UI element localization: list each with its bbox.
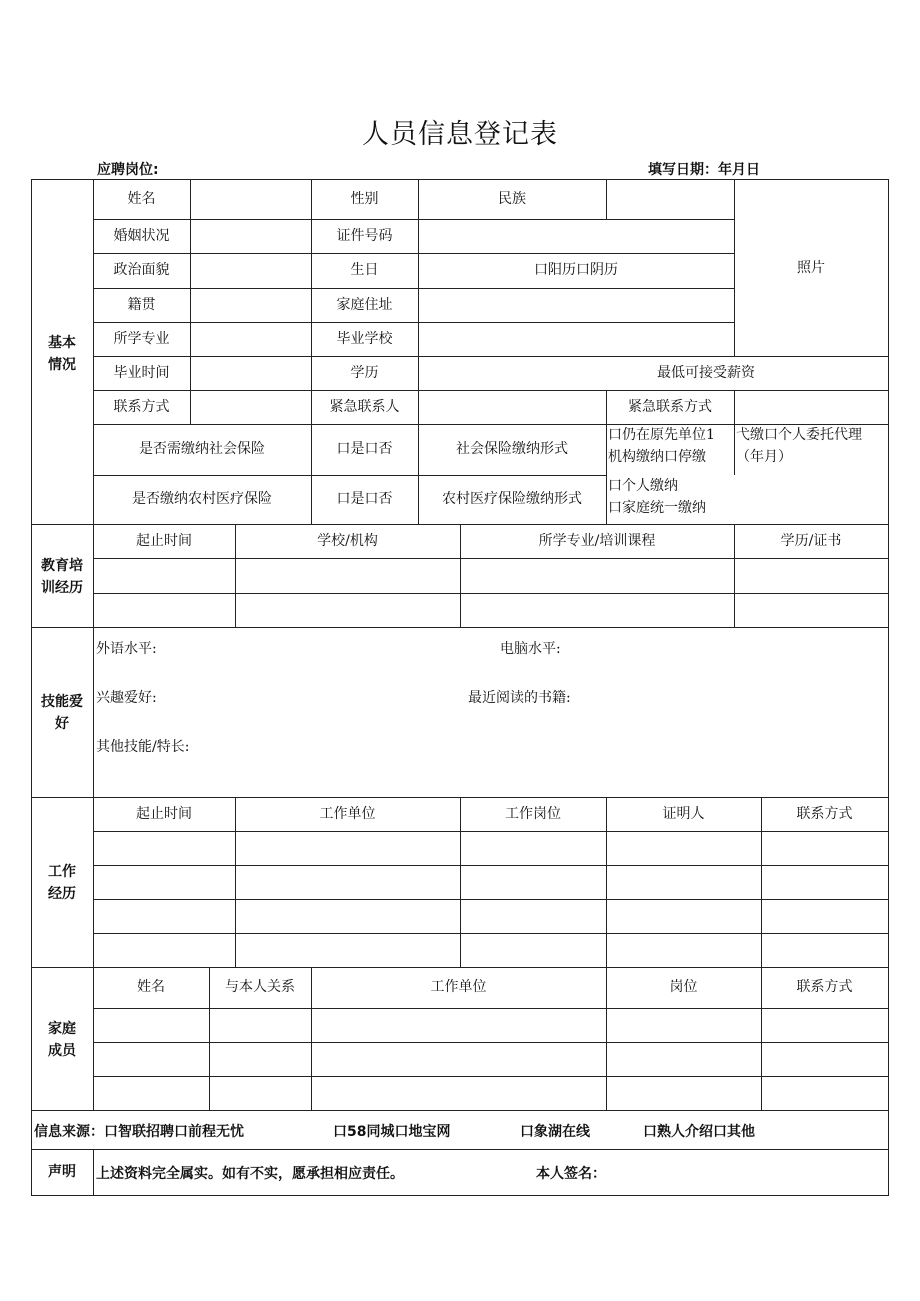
label-foreign-language: 外语水平: [96, 640, 157, 657]
label-social-insurance: 是否需缴纳社会保险 [139, 441, 265, 458]
calendar-checkbox[interactable]: 口阳历口阴历 [534, 262, 618, 279]
photo-box[interactable]: 照片 [797, 259, 825, 276]
family-header-employer: 工作单位 [430, 979, 487, 996]
label-medical-insurance-form: 农村医疗保险缴纳形式 [442, 491, 582, 508]
medical-insurance-checkbox[interactable]: 口是口否 [336, 491, 393, 508]
declaration-label: 声明 [48, 1163, 76, 1180]
label-ethnicity: 民族 [498, 190, 526, 207]
label-gender: 性别 [350, 190, 379, 207]
label-medical-insurance: 是否缴纳农村医疗保险 [132, 491, 272, 508]
family-header-position: 岗位 [669, 979, 698, 996]
signature-label: 本人签名： [536, 1166, 606, 1182]
label-hobbies: 兴趣爱好: [96, 689, 157, 706]
family-header-contact: 联系方式 [796, 979, 853, 996]
declaration-text: 上述资料完全属实。如有不实，愿承担相应责任。 [96, 1166, 404, 1182]
label-other-skills: 其他技能/特长: [96, 738, 190, 755]
work-header-position: 工作岗位 [505, 805, 561, 822]
work-header-employer: 工作单位 [319, 805, 376, 822]
position-label: 应聘岗位: [97, 162, 159, 178]
section-work: 工作 经历 [48, 863, 76, 902]
label-emergency-contact: 紧急联系方式 [628, 398, 712, 415]
label-contact: 联系方式 [113, 398, 170, 415]
section-family: 家庭 成员 [48, 1020, 76, 1059]
work-header-contact: 联系方式 [796, 805, 853, 822]
section-basic: 基本 情况 [48, 334, 76, 373]
label-min-salary: 最低可接受薪资 [657, 364, 755, 381]
edu-header-major: 所学专业/培训课程 [538, 532, 656, 549]
medical-insurance-options[interactable]: 口个人缴纳 口家庭统一缴纳 [608, 478, 706, 517]
family-header-relation: 与本人关系 [225, 979, 295, 996]
label-degree: 学历 [350, 364, 379, 381]
section-skills: 技能爱 好 [41, 693, 83, 732]
label-marital: 婚姻状况 [113, 227, 170, 244]
label-birthday: 生日 [350, 262, 379, 279]
social-insurance-checkbox[interactable]: 口是口否 [336, 441, 393, 458]
label-emergency-person: 紧急联系人 [329, 398, 400, 415]
label-name: 姓名 [127, 190, 156, 207]
label-native-place: 籍贯 [127, 296, 156, 313]
label-computer-level: 电脑水平: [500, 640, 561, 657]
edu-header-certificate: 学历/证书 [780, 532, 842, 549]
label-home-address: 家庭住址 [336, 296, 393, 313]
label-major: 所学专业 [113, 330, 170, 347]
info-source-xianghu[interactable]: 口象湖在线 [520, 1124, 590, 1140]
edu-header-school: 学校/机构 [317, 532, 378, 549]
fill-date-label: 填写日期：年月日 [648, 162, 760, 178]
social-insurance-options-a[interactable]: 口仍在原先单位1 机构缴纳口停缴 [608, 427, 715, 466]
info-source-58[interactable]: 口58同城口地宝网 [333, 1124, 451, 1140]
edu-header-period: 起止时间 [136, 532, 192, 549]
form-title: 人员信息登记表 [362, 119, 558, 150]
label-political: 政治面貌 [113, 262, 170, 279]
work-header-referee: 证明人 [662, 805, 705, 822]
label-school: 毕业学校 [336, 330, 393, 347]
work-header-period: 起止时间 [136, 805, 192, 822]
section-education: 教育培 训经历 [41, 557, 83, 596]
family-header-name: 姓名 [137, 979, 165, 996]
label-grad-time: 毕业时间 [113, 364, 170, 381]
label-social-insurance-form: 社会保险缴纳形式 [456, 441, 568, 458]
label-recent-reading: 最近阅读的书籍: [468, 689, 571, 706]
social-insurance-options-b[interactable]: 弋缴口个人委托代理 （年月） [736, 427, 862, 466]
info-source-options[interactable]: 信息来源：口智联招聘口前程无忧 [34, 1124, 244, 1140]
info-source-referral[interactable]: 口熟人介绍口其他 [643, 1124, 755, 1140]
label-id-number: 证件号码 [336, 227, 393, 244]
